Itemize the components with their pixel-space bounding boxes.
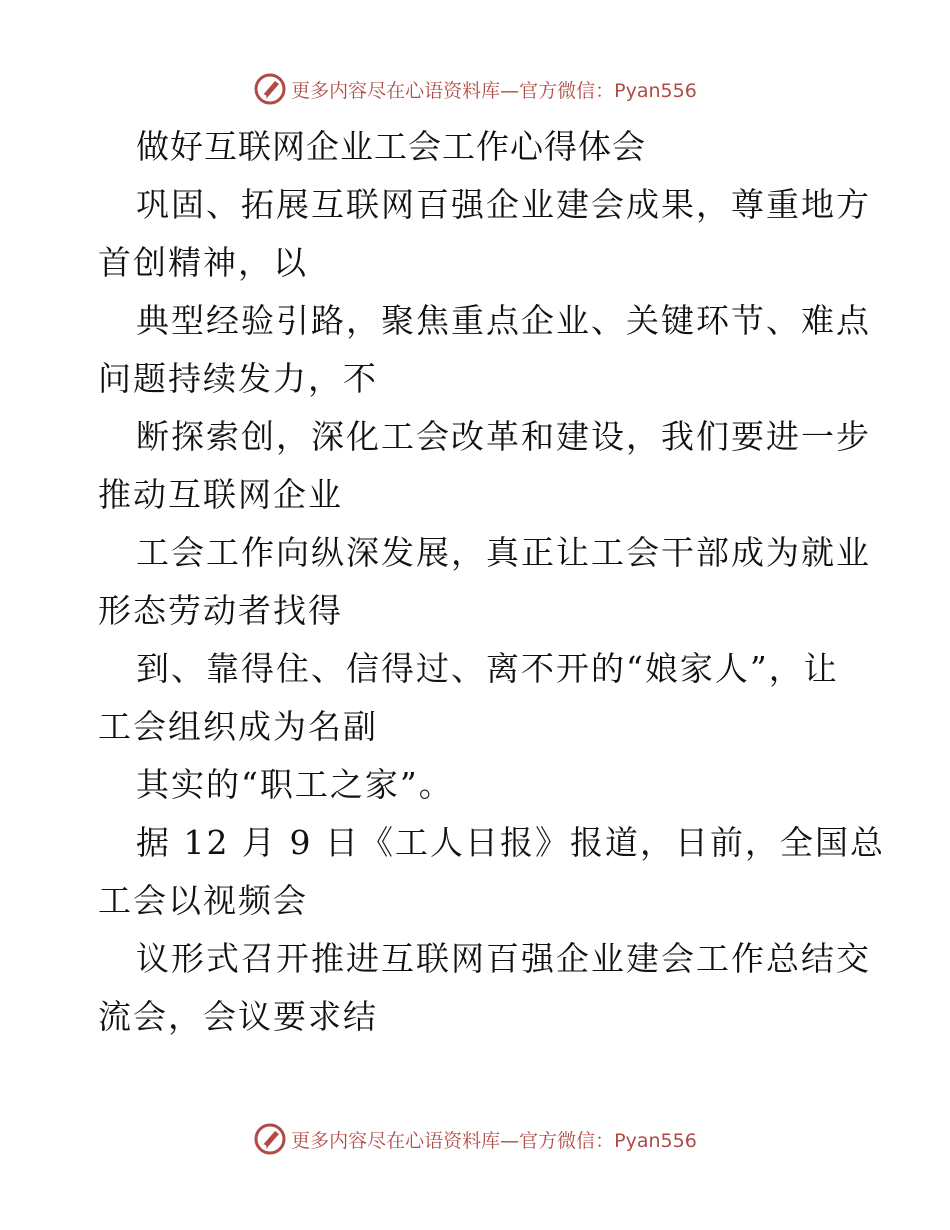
watermark-text: 更多内容尽在心语资料库—官方微信：Pyan556 xyxy=(291,79,697,102)
paragraph-line: 工会工作向纵深发展，真正让工会干部成为就业 xyxy=(136,533,871,572)
paragraph-line: 推动互联网企业 xyxy=(98,475,343,514)
header-watermark xyxy=(0,72,950,106)
paragraph-line: 其实的“职工之家”。 xyxy=(136,765,454,804)
paragraph-line: 据 12 月 9 日《工人日报》报道，日前，全国总 xyxy=(136,823,885,862)
paragraph-line: 典型经验引路，聚焦重点企业、关键环节、难点 xyxy=(136,301,871,340)
paragraph-line: 断探索创，深化工会改革和建设，我们要进一步 xyxy=(136,417,871,456)
watermark-text: 更多内容尽在心语资料库—官方微信：Pyan556 xyxy=(291,1129,697,1152)
paragraph-line: 问题持续发力，不 xyxy=(98,359,378,398)
paragraph-line: 首创精神，以 xyxy=(98,243,308,282)
paragraph-line: 流会，会议要求结 xyxy=(98,997,378,1036)
paragraph-line: 巩固、拓展互联网百强企业建会成果，尊重地方 xyxy=(136,185,871,224)
paragraph-line: 工会以视频会 xyxy=(98,881,308,920)
paragraph-line: 形态劳动者找得 xyxy=(98,591,343,630)
paragraph-line: 议形式召开推进互联网百强企业建会工作总结交 xyxy=(136,939,871,978)
document-body xyxy=(98,118,885,1046)
document-title: 做好互联网企业工会工作心得体会 xyxy=(136,127,646,166)
red-pen-logo-icon xyxy=(253,72,287,106)
paragraph-line: 到、靠得住、信得过、离不开的“娘家人”，让 xyxy=(136,649,839,688)
footer-watermark xyxy=(0,1122,950,1156)
paragraph-line: 工会组织成为名副 xyxy=(98,707,378,746)
red-pen-logo-icon xyxy=(253,1122,287,1156)
